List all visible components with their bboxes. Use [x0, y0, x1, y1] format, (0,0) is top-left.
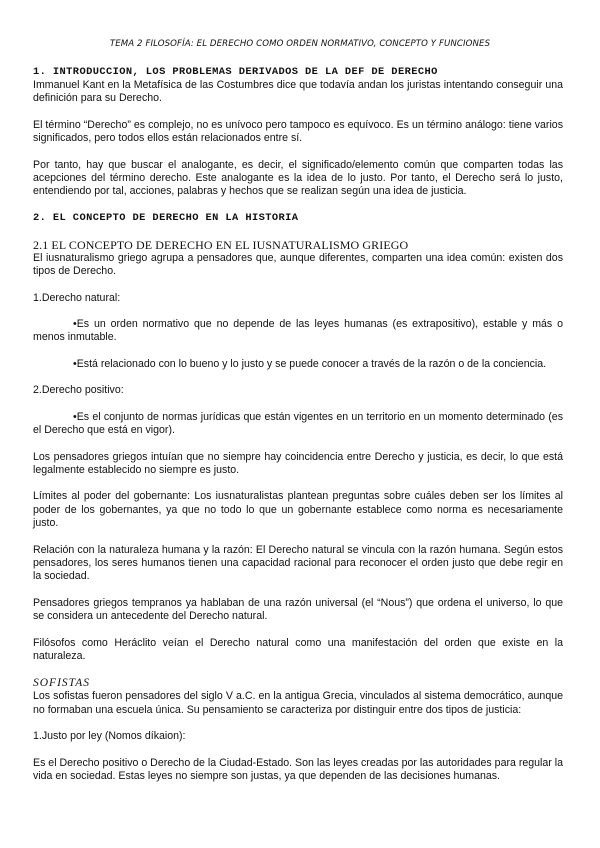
- running-header: TEMA 2 FILOSOFÍA: EL DERECHO COMO ORDEN NORMATIVO, CONCEPTO Y FUNCIONES: [109, 39, 491, 49]
- paragraph: El iusnaturalismo griego agrupa a pensadores que, aunque diferentes, comparten una idea común: existen dos tipos de Derecho.: [33, 251, 563, 278]
- paragraph: Es el Derecho positivo o Derecho de la Ciudad-Estado. Son las leyes creadas por las autoridades para regular la vida en sociedad. Estas leyes no siempre son justas, ya que dependen de las decisiones humanas.: [33, 756, 563, 782]
- bullet-item: •Está relacionado con lo bueno y lo justo y se puede conocer a través de la razón o de la conciencia.: [73, 357, 547, 370]
- paragraph: Los sofistas fueron pensadores del siglo V a.C. en la antigua Grecia, vinculados al sistema democrático, aunque no formaban una escuela única. Su pensamiento se caracteriza por distinguir entre dos tipos de justicia:: [33, 690, 563, 716]
- paragraph: Los pensadores griegos intuían que no siempre hay coincidencia entre Derecho y justicia, es decir, lo que está legalmente establecido no siempre es justo.: [33, 450, 563, 476]
- subsection-2-1-heading: 2.1 EL CONCEPTO DE DERECHO EN EL IUSNATURALISMO GRIEGO: [33, 237, 409, 252]
- paragraph: Immanuel Kant en la Metafísica de las Costumbres dice que todavía andan los juristas intentando conseguir una definición para su Derecho.: [33, 79, 563, 105]
- paragraph: Pensadores griegos tempranos ya hablaban de una razón universal (el “Nous”) que ordena el universo, lo que se considera un antecedente del Derecho natural.: [33, 596, 563, 623]
- document-body: [33, 66, 563, 783]
- justo-por-ley-label: 1.Justo por ley (Nomos díkaion):: [33, 730, 186, 743]
- paragraph: Por tanto, hay que buscar el analogante, es decir, el significado/elemento común que comparten todas las acepciones del término derecho. Este analogante es la idea de lo justo. Por tanto, el Derecho será lo justo, entendiendo por tal, acciones, palabras y hechos que se realizan según una idea de justicia.: [33, 158, 563, 198]
- bullet-item: •Es un orden normativo que no depende de las leyes humanas (es extrapositivo), estable y más o menos inmutable.: [33, 318, 563, 344]
- natural-law-label: 1.Derecho natural:: [33, 291, 121, 304]
- paragraph: El término “Derecho” es complejo, no es unívoco pero tampoco es equívoco. Es un término análogo: tiene varios significados, pero todos ellos están relacionados entre sí.: [33, 118, 563, 145]
- section-2-heading: 2. EL CONCEPTO DE DERECHO EN LA HISTORIA: [33, 211, 299, 224]
- paragraph: Filósofos como Heráclito veían el Derecho natural como una manifestación del orden que existe en la naturaleza.: [33, 636, 563, 662]
- paragraph: Relación con la naturaleza humana y la razón: El Derecho natural se vincula con la razón humana. Según estos pensadores, los seres humanos tienen una capacidad racional para reconocer el orden justo que debe regir en la sociedad.: [33, 543, 563, 583]
- bullet-item: •Es el conjunto de normas jurídicas que están vigentes en un territorio en un momento determinado (es el Derecho que está en vigor).: [33, 410, 563, 437]
- paragraph: Límites al poder del gobernante: Los iusnaturalistas plantean preguntas sobre cuáles deben ser los límites al poder de los gobernantes, ya que no todo lo que un gobernante establece como norma es necesariamente justo.: [33, 490, 563, 530]
- section-1-heading: 1. INTRODUCCION, LOS PROBLEMAS DERIVADOS DE LA DEF DE DERECHO: [33, 66, 438, 78]
- positive-law-label: 2.Derecho positivo:: [33, 384, 124, 397]
- sofistas-heading: SOFISTAS: [33, 677, 90, 690]
